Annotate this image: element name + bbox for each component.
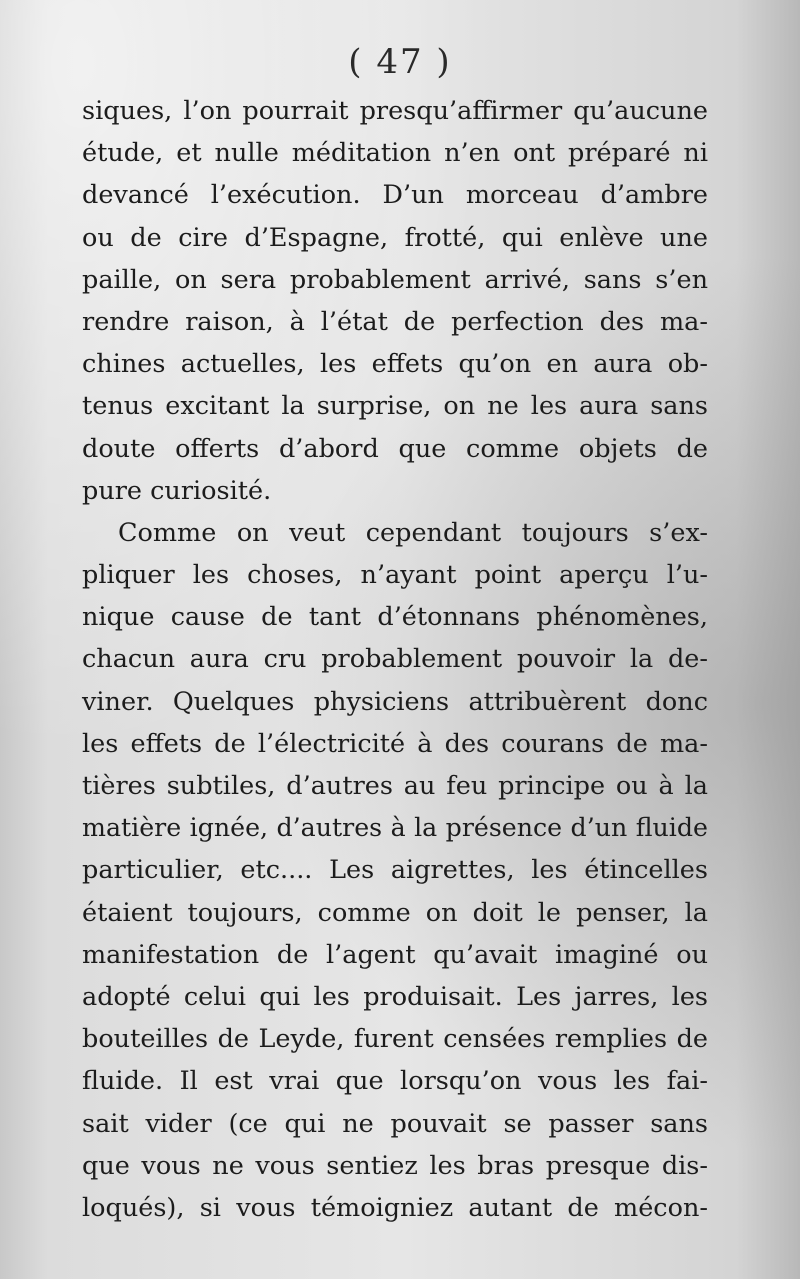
text-line: tenus excitant la surprise, on ne les aura sans [82,391,708,422]
text-line: chacun aura cru probablement pouvoir la de- [82,644,708,675]
body-text [82,90,708,1229]
text-line: bouteilles de Leyde, furent censées remplies de [82,1024,708,1055]
text-line: nique cause de tant d’étonnans phénomènes, [82,602,708,633]
page-number: ( 47 ) [348,42,452,82]
text-line: siques, l’on pourrait presqu’affirmer qu’aucune [82,96,708,126]
text-line: Comme on veut cependant toujours s’ex- [118,517,708,548]
text-line: rendre raison, à l’état de perfection des ma- [82,306,708,337]
text-line: pure curiosité. [82,475,272,506]
text-line: loqués), si vous témoigniez autant de mécon- [82,1192,708,1223]
text-line: doute offerts d’abord que comme objets de [82,433,708,464]
text-line: chines actuelles, les effets qu’on en aura ob- [82,349,708,380]
text-line: ou de cire d’Espagne, frotté, qui enlève une [82,222,708,253]
text-line: manifestation de l’agent qu’avait imaginé ou [82,939,708,970]
text-line: devancé l’exécution. D’un morceau d’ambre [82,180,708,211]
text-line: que vous ne vous sentiez les bras presque dis- [82,1150,708,1181]
text-line: étude, et nulle méditation n’en ont préparé ni [82,138,708,169]
text-line: les effets de l’électricité à des courans de ma- [82,728,708,759]
text-line: paille, on sera probablement arrivé, sans s’en [82,264,708,295]
text-line: matière ignée, d’autres à la présence d’un fluide [82,813,708,843]
text-line: sait vider (ce qui ne pouvait se passer sans [82,1108,708,1139]
text-line: viner. Quelques physiciens attribuèrent donc [82,686,708,717]
text-line: pliquer les choses, n’ayant point aperçu l’u- [82,560,708,591]
text-line: étaient toujours, comme on doit le penser, la [82,897,708,928]
text-line: fluide. Il est vrai que lorsqu’on vous les fai- [82,1066,708,1097]
text-line: adopté celui qui les produisait. Les jarres, les [82,981,708,1012]
text-line: particulier, etc.... Les aigrettes, les étincelles [82,855,708,886]
text-line: tières subtiles, d’autres au feu principe ou à la [82,771,708,801]
